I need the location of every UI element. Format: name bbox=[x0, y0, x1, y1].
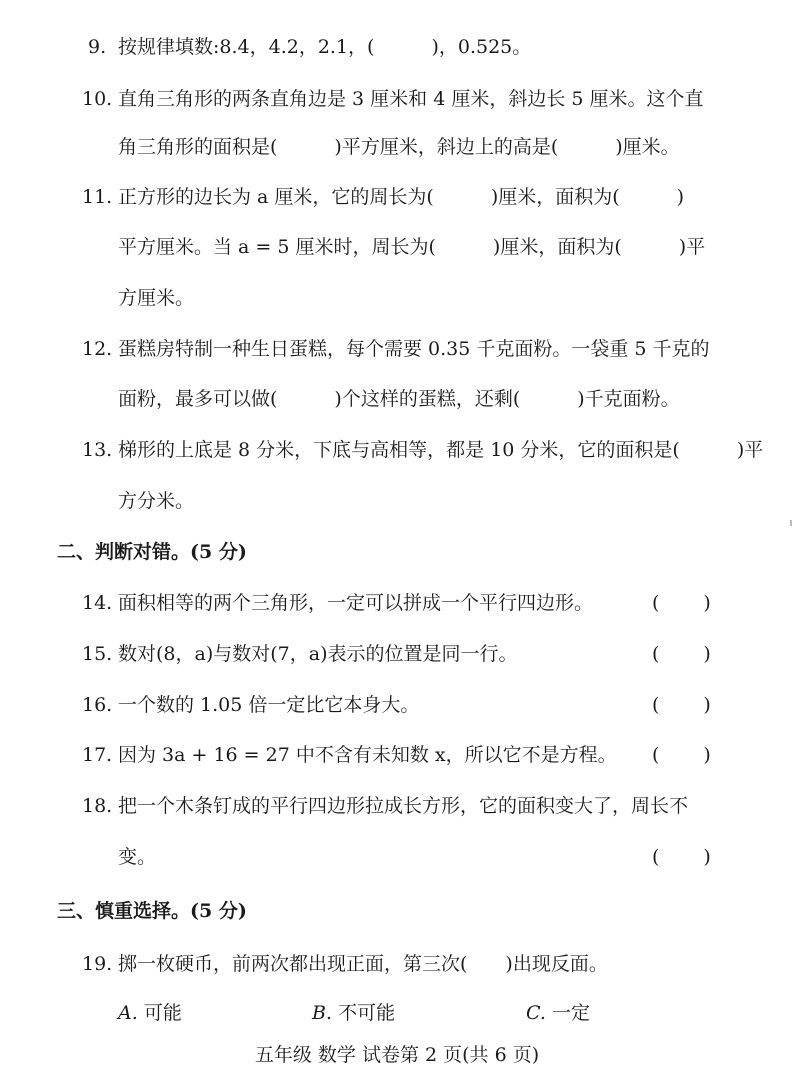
question-text: 直角三角形的两条直角边是 3 厘米和 4 厘米，斜边长 5 厘米。这个直 bbox=[118, 88, 704, 110]
question-number: 12. bbox=[82, 338, 113, 360]
option-text: 一定 bbox=[551, 1002, 590, 1024]
page-footer: 五年级 数学 试卷第 2 页(共 6 页) bbox=[254, 1044, 540, 1066]
question-text: 面粉，最多可以做( )个这样的蛋糕，还剩( )千克面粉。 bbox=[118, 388, 680, 410]
answer-parentheses: ( ) bbox=[652, 846, 713, 868]
question-text: 平方厘米。当 a = 5 厘米时，周长为( )厘米，面积为( )平 bbox=[118, 236, 706, 258]
answer-parentheses: ( ) bbox=[652, 592, 713, 614]
question-number: 17. bbox=[82, 744, 113, 766]
option-text: 可能 bbox=[143, 1002, 182, 1024]
question-number: 11. bbox=[82, 186, 113, 208]
option-label: C. bbox=[526, 1002, 546, 1024]
question-text: 变。 bbox=[118, 846, 157, 868]
answer-parentheses: ( ) bbox=[652, 694, 713, 716]
question-text: 因为 3a + 16 = 27 中不含有未知数 x，所以它不是方程。 bbox=[118, 744, 617, 766]
question-number: 18. bbox=[82, 795, 113, 817]
question-number: 9. bbox=[88, 36, 107, 58]
question-text: 角三角形的面积是( )平方厘米，斜边上的高是( )厘米。 bbox=[118, 136, 680, 158]
question-text: 数对(8，a)与数对(7，a)表示的位置是同一行。 bbox=[118, 643, 518, 665]
question-text: 方厘米。 bbox=[118, 287, 195, 309]
question-text: 一个数的 1.05 倍一定比它本身大。 bbox=[118, 694, 420, 716]
question-text: 按规律填数:8.4，4.2，2.1，( )，0.525。 bbox=[118, 36, 532, 58]
scan-speck bbox=[790, 520, 792, 526]
question-text: 正方形的边长为 a 厘米，它的周长为( )厘米，面积为( ) bbox=[118, 186, 685, 208]
option-text: 不可能 bbox=[338, 1002, 396, 1024]
option-label: A. bbox=[118, 1002, 138, 1024]
option-a bbox=[118, 1000, 182, 1026]
option-label: B. bbox=[312, 1002, 333, 1024]
question-number: 19. bbox=[82, 953, 113, 975]
answer-parentheses: ( ) bbox=[652, 744, 713, 766]
section-heading: 三、慎重选择。(5 分) bbox=[57, 900, 247, 922]
question-number: 14. bbox=[82, 592, 113, 614]
question-number: 13. bbox=[82, 439, 113, 461]
option-b bbox=[312, 1000, 395, 1026]
question-text: 方分米。 bbox=[118, 490, 195, 512]
question-number: 16. bbox=[82, 694, 113, 716]
question-text: 梯形的上底是 8 分米，下底与高相等，都是 10 分米，它的面积是( )平 bbox=[118, 439, 764, 461]
question-text: 面积相等的两个三角形，一定可以拼成一个平行四边形。 bbox=[118, 592, 594, 614]
answer-parentheses: ( ) bbox=[652, 643, 713, 665]
question-text: 把一个木条钉成的平行四边形拉成长方形，它的面积变大了，周长不 bbox=[118, 795, 689, 817]
question-text: 蛋糕房特制一种生日蛋糕，每个需要 0.35 千克面粉。一袋重 5 千克的 bbox=[118, 338, 710, 360]
question-text: 掷一枚硬币，前两次都出现正面，第三次( )出现反面。 bbox=[118, 953, 608, 975]
question-number: 15. bbox=[82, 643, 113, 665]
question-number: 10. bbox=[82, 88, 113, 110]
section-heading: 二、判断对错。(5 分) bbox=[57, 541, 247, 563]
option-c bbox=[526, 1000, 590, 1026]
